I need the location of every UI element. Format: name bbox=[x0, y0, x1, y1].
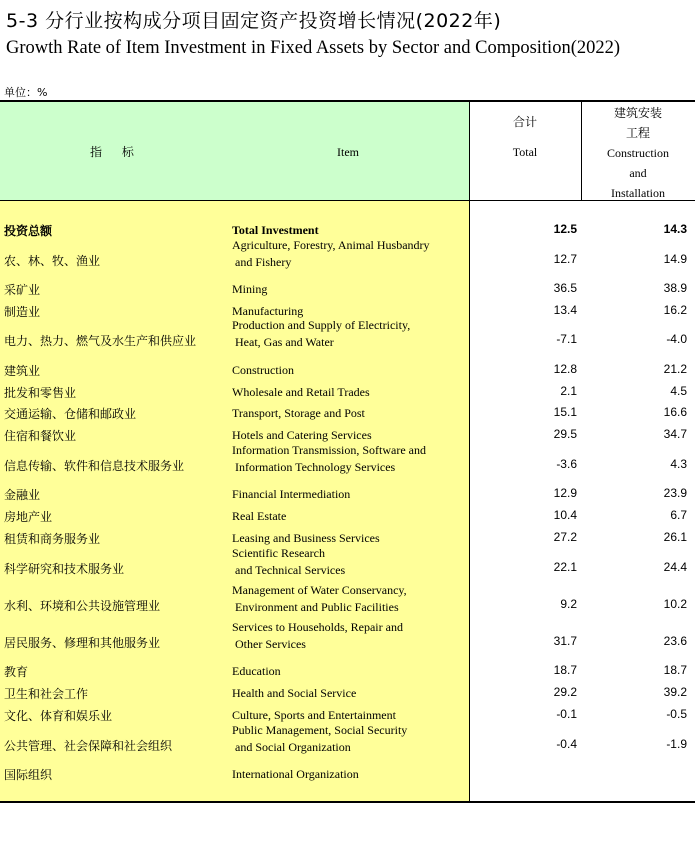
header-construction-en-3: Installation bbox=[611, 186, 665, 200]
row-label-cn: 建筑业 bbox=[4, 364, 41, 378]
row-label-en-line-1: Wholesale and Retail Trades bbox=[232, 385, 370, 399]
row-label-cn: 交通运输、仓储和邮政业 bbox=[4, 407, 137, 421]
header-indicator: 指 标 bbox=[90, 145, 142, 159]
value-construction: 38.9 bbox=[663, 281, 687, 295]
row-label-en bbox=[232, 237, 430, 271]
value-construction: 26.1 bbox=[663, 530, 687, 544]
row-label-en-line-1: Real Estate bbox=[232, 509, 287, 523]
row-label-en bbox=[232, 442, 426, 476]
row-label-en bbox=[232, 582, 407, 616]
value-total: 29.2 bbox=[553, 685, 577, 699]
row-label-en-line-1: Transport, Storage and Post bbox=[232, 406, 365, 420]
value-total: 12.9 bbox=[553, 486, 577, 500]
value-total: 12.5 bbox=[553, 222, 577, 236]
row-label-en bbox=[232, 663, 281, 680]
header-construction-en-2: and bbox=[629, 166, 647, 180]
row-label-en-line-1: Management of Water Conservancy, bbox=[232, 583, 407, 597]
row-label-en-line-1: Services to Households, Repair and bbox=[232, 620, 403, 634]
value-construction: 4.5 bbox=[670, 384, 687, 398]
row-label-en-line-1: International Organization bbox=[232, 767, 359, 781]
row-label-en bbox=[232, 545, 345, 579]
header-item: Item bbox=[337, 145, 359, 159]
row-label-en-line-1: Agriculture, Forestry, Animal Husbandry bbox=[232, 238, 430, 252]
value-total: -0.4 bbox=[556, 737, 577, 751]
value-total: 15.1 bbox=[553, 405, 577, 419]
row-label-en bbox=[232, 486, 350, 503]
row-label-cn: 国际组织 bbox=[4, 768, 53, 782]
row-label-en-line-1: Scientific Research bbox=[232, 546, 325, 560]
page-title-en: Growth Rate of Item Investment in Fixed Assets by Sector and Composition(2022) bbox=[6, 38, 621, 58]
header-total-cn: 合计 bbox=[512, 115, 537, 129]
row-label-en bbox=[232, 766, 359, 783]
row-label-en-line-1: Manufacturing bbox=[232, 304, 304, 318]
value-construction: 24.4 bbox=[663, 560, 687, 574]
value-total: 29.5 bbox=[553, 427, 577, 441]
row-label-en-line-2: Other Services bbox=[232, 637, 306, 651]
value-total: 12.7 bbox=[553, 252, 577, 266]
value-total: 12.8 bbox=[553, 362, 577, 376]
value-total: -7.1 bbox=[556, 332, 577, 346]
row-label-cn: 教育 bbox=[4, 665, 29, 679]
value-construction: 39.2 bbox=[663, 685, 687, 699]
row-label-cn: 制造业 bbox=[4, 305, 41, 319]
value-construction: -4.0 bbox=[666, 332, 687, 346]
row-label-cn: 居民服务、修理和其他服务业 bbox=[4, 636, 161, 650]
row-label-cn: 批发和零售业 bbox=[4, 386, 77, 400]
value-construction: -0.5 bbox=[666, 707, 687, 721]
row-label-en bbox=[232, 405, 365, 422]
row-label-en-line-2: Environment and Public Facilities bbox=[232, 600, 399, 614]
value-total: 9.2 bbox=[560, 597, 577, 611]
row-label-en-line-1: Health and Social Service bbox=[232, 686, 357, 700]
value-total: 18.7 bbox=[553, 663, 577, 677]
value-construction: 10.2 bbox=[663, 597, 687, 611]
table-bottom-rule bbox=[0, 801, 695, 803]
row-label-cn: 租赁和商务服务业 bbox=[4, 532, 101, 546]
header-construction-cn-1: 建筑安装 bbox=[613, 106, 662, 120]
row-label-cn: 科学研究和技术服务业 bbox=[4, 562, 125, 576]
row-label-cn: 金融业 bbox=[4, 488, 41, 502]
row-label-en-line-2: Heat, Gas and Water bbox=[232, 335, 334, 349]
row-label-en-line-2: Information Technology Services bbox=[232, 460, 396, 474]
header-construction-en-1: Construction bbox=[607, 146, 669, 160]
row-label-en bbox=[232, 362, 294, 379]
row-label-en-line-1: Culture, Sports and Entertainment bbox=[232, 708, 396, 722]
value-construction: 16.2 bbox=[663, 303, 687, 317]
row-label-en-line-1: Public Management, Social Security bbox=[232, 723, 408, 737]
header-label-area bbox=[0, 102, 469, 200]
row-label-en-line-1: Education bbox=[232, 664, 281, 678]
row-label-en-line-2: and Technical Services bbox=[232, 563, 346, 577]
row-label-en-line-1: Construction bbox=[232, 363, 294, 377]
row-label-en bbox=[232, 384, 370, 401]
value-total: 2.1 bbox=[560, 384, 577, 398]
row-label-cn: 投资总额 bbox=[4, 224, 53, 238]
row-label-cn: 电力、热力、燃气及水生产和供应业 bbox=[4, 334, 197, 348]
value-construction: 21.2 bbox=[663, 362, 687, 376]
row-label-cn: 农、林、牧、渔业 bbox=[4, 254, 101, 268]
value-total: -3.6 bbox=[556, 457, 577, 471]
row-label-en-line-1: Financial Intermediation bbox=[232, 487, 351, 501]
row-label-cn: 信息传输、软件和信息技术服务业 bbox=[4, 459, 185, 473]
value-total: -0.1 bbox=[556, 707, 577, 721]
row-label-en bbox=[232, 619, 403, 653]
value-total: 10.4 bbox=[553, 508, 577, 522]
value-construction: 16.6 bbox=[663, 405, 687, 419]
row-label-en bbox=[232, 508, 286, 525]
value-total: 22.1 bbox=[553, 560, 577, 574]
value-construction: 14.3 bbox=[663, 222, 687, 236]
row-label-cn: 文化、体育和娱乐业 bbox=[4, 709, 113, 723]
row-label-en-line-2: and Social Organization bbox=[232, 740, 351, 754]
value-total: 13.4 bbox=[553, 303, 577, 317]
row-label-cn: 采矿业 bbox=[4, 283, 41, 297]
unit-label: 单位：% bbox=[4, 86, 48, 99]
value-construction: 23.6 bbox=[663, 634, 687, 648]
row-label-en-line-1: Leasing and Business Services bbox=[232, 531, 380, 545]
row-label-en-line-1: Hotels and Catering Services bbox=[232, 428, 372, 442]
row-label-en bbox=[232, 317, 410, 351]
row-label-en-line-1: Total Investment bbox=[232, 223, 319, 237]
header-construction bbox=[581, 103, 695, 203]
value-construction: -1.9 bbox=[666, 737, 687, 751]
value-construction: 14.9 bbox=[663, 252, 687, 266]
header-total-en: Total bbox=[512, 145, 538, 159]
row-label-cn: 卫生和社会工作 bbox=[4, 687, 89, 701]
row-label-en-line-1: Production and Supply of Electricity, bbox=[232, 318, 411, 332]
header-construction-cn-2: 工程 bbox=[625, 126, 650, 140]
row-label-en bbox=[232, 722, 407, 756]
value-construction: 6.7 bbox=[670, 508, 687, 522]
value-construction: 23.9 bbox=[663, 486, 687, 500]
row-label-cn: 水利、环境和公共设施管理业 bbox=[4, 599, 161, 613]
row-label-en bbox=[232, 685, 356, 702]
row-label-cn: 房地产业 bbox=[4, 510, 53, 524]
row-label-cn: 住宿和餐饮业 bbox=[4, 429, 77, 443]
table-top-rule bbox=[0, 100, 695, 102]
page-title-cn: 5-3 分行业按构成分项目固定资产投资增长情况(2022年) bbox=[6, 10, 502, 32]
value-construction: 18.7 bbox=[663, 663, 687, 677]
value-construction: 4.3 bbox=[670, 457, 687, 471]
row-label-en-line-2: and Fishery bbox=[232, 255, 292, 269]
value-construction: 34.7 bbox=[663, 427, 687, 441]
column-separator bbox=[469, 201, 470, 801]
value-total: 36.5 bbox=[553, 281, 577, 295]
row-label-cn: 公共管理、社会保障和社会组织 bbox=[4, 739, 173, 753]
row-label-en-line-1: Information Transmission, Software and bbox=[232, 443, 426, 457]
value-total: 31.7 bbox=[553, 634, 577, 648]
row-label-en-line-1: Mining bbox=[232, 282, 268, 296]
value-total: 27.2 bbox=[553, 530, 577, 544]
row-label-en bbox=[232, 281, 267, 298]
